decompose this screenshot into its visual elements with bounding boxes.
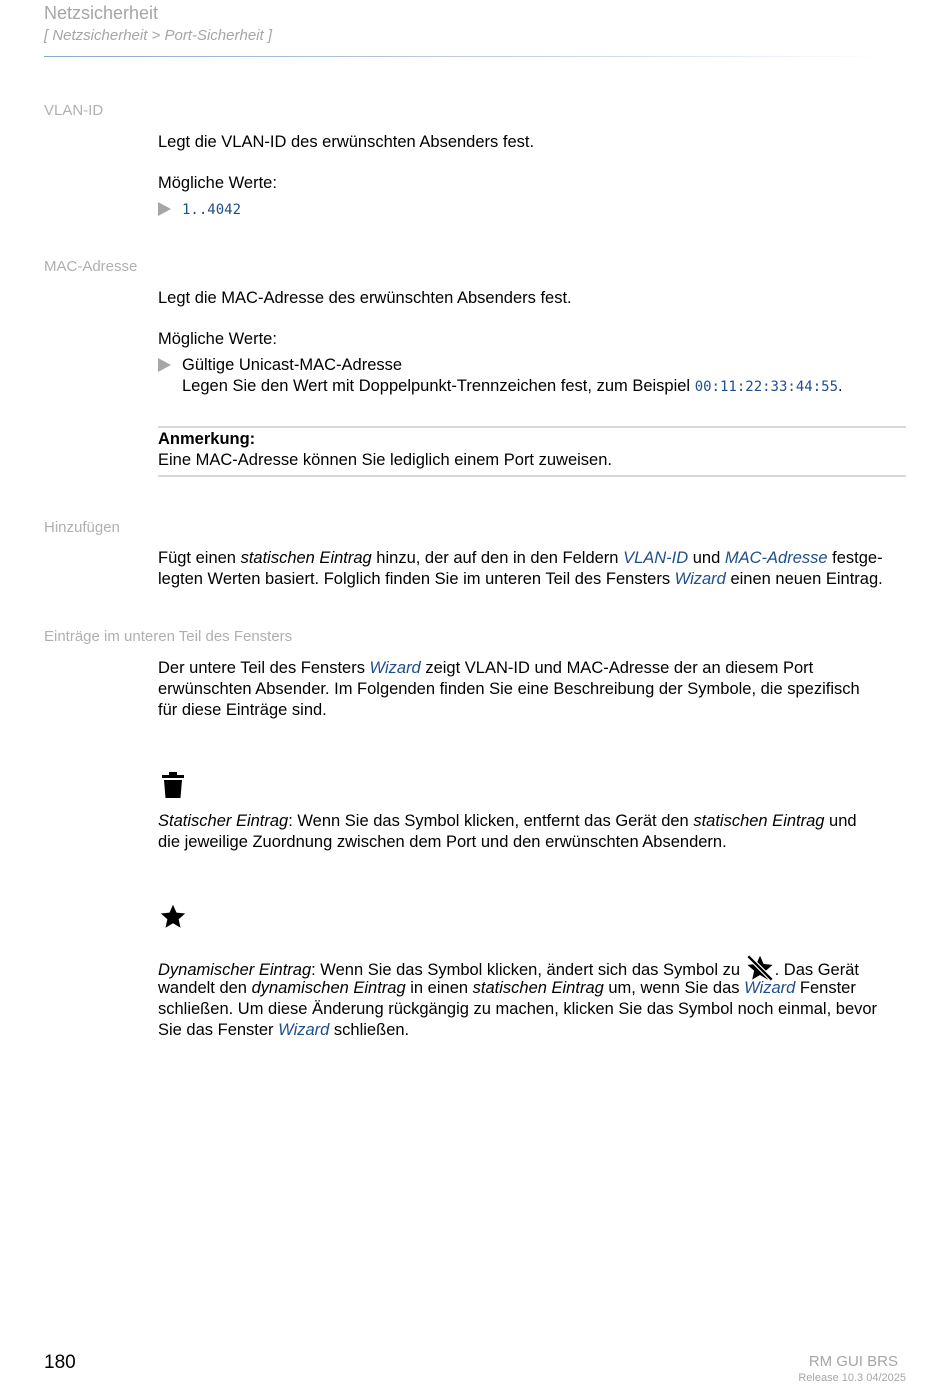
ref-wizard: Wizard bbox=[278, 1021, 330, 1039]
mac-values-heading: Mögliche Werte: bbox=[158, 330, 277, 348]
entries-line2: erwünschten Absender. Im Folgenden finden Sie eine Beschreibung der Symbole, die spezifisch bbox=[158, 680, 860, 698]
note-heading: Anmerkung: bbox=[158, 430, 256, 448]
dynamic-entry-line4 bbox=[158, 1020, 908, 1041]
text-run: in einen bbox=[405, 979, 473, 997]
page-number: 180 bbox=[44, 1352, 76, 1373]
em-static-entry: statischen Eintrag bbox=[693, 812, 825, 830]
text-run: schließen. bbox=[329, 1021, 410, 1039]
release-info: Release 10.3 04/2025 bbox=[798, 1372, 906, 1384]
header-divider bbox=[44, 56, 884, 57]
star-icon bbox=[159, 903, 187, 930]
mac-example-code: 00:11:22:33:44:55 bbox=[694, 379, 838, 395]
mac-value-title: Gültige Unicast-MAC-Adresse bbox=[182, 356, 403, 374]
bullet-arrow-icon bbox=[158, 358, 171, 372]
text-run: und bbox=[688, 549, 725, 567]
ref-wizard: Wizard bbox=[674, 570, 726, 588]
em-static-entry: statischen Eintrag bbox=[472, 979, 604, 997]
text-run: einen neuen Eintrag. bbox=[725, 570, 883, 588]
text-run: Fügt einen bbox=[158, 549, 241, 567]
entries-line1 bbox=[158, 658, 908, 679]
ref-wizard: Wizard bbox=[369, 659, 421, 677]
add-description-line1 bbox=[158, 548, 908, 569]
term-dynamic-entry: Dynamischer Eintrag bbox=[158, 961, 312, 979]
bullet-arrow-icon bbox=[158, 202, 171, 216]
page-header-title: Netzsicherheit bbox=[44, 3, 159, 23]
text-run: zeigt VLAN-ID und MAC-Adresse der an diesem Port bbox=[420, 659, 814, 677]
mac-example-end: . bbox=[838, 377, 843, 395]
static-entry-line1 bbox=[158, 811, 908, 832]
text-run: Fenster bbox=[795, 979, 856, 997]
note-bottom-divider bbox=[158, 475, 906, 477]
add-description-line2 bbox=[158, 569, 908, 590]
text-run: Sie das Fenster bbox=[158, 1021, 279, 1039]
dynamic-entry-line3: schließen. Um diese Änderung rückgängig zu machen, klicken Sie das Symbol noch einmal, bevor bbox=[158, 1000, 878, 1018]
em-dynamic-entry: dynamischen Eintrag bbox=[251, 979, 406, 997]
section-label-vlan-id: VLAN-ID bbox=[44, 102, 104, 119]
text-run: . Das Gerät bbox=[774, 961, 859, 979]
vlan-value-range bbox=[182, 199, 482, 221]
text-run: wandelt den bbox=[158, 979, 252, 997]
vlan-description: Legt die VLAN-ID des erwünschten Absenders fest. bbox=[158, 133, 535, 151]
vlan-range-code: 1..4042 bbox=[182, 202, 242, 218]
mac-value-description bbox=[182, 376, 908, 398]
text-run: und bbox=[824, 812, 857, 830]
text-run: hinzu, der auf den in den Feldern bbox=[371, 549, 624, 567]
mac-description: Legt die MAC-Adresse des erwünschten Absenders fest. bbox=[158, 289, 572, 307]
trash-icon bbox=[161, 772, 185, 799]
section-label-mac-address: MAC-Adresse bbox=[44, 258, 138, 275]
text-run: festge- bbox=[827, 549, 883, 567]
text-run: Der untere Teil des Fensters bbox=[158, 659, 370, 677]
section-label-add: Hinzufügen bbox=[44, 519, 120, 536]
ref-wizard: Wizard bbox=[744, 979, 796, 997]
breadcrumb: [ Netzsicherheit > Port-Sicherheit ] bbox=[44, 27, 273, 44]
text-run: um, wenn Sie das bbox=[603, 979, 745, 997]
text-run: legten Werten basiert. Folglich finden Sie im unteren Teil des Fensters bbox=[158, 570, 675, 588]
entries-line3: für diese Einträge sind. bbox=[158, 701, 327, 719]
em-static-entry: statischen Eintrag bbox=[240, 549, 372, 567]
note-text: Eine MAC-Adresse können Sie lediglich einem Port zuweisen. bbox=[158, 451, 612, 469]
document-name: RM GUI BRS bbox=[808, 1353, 898, 1370]
ref-vlan-id: VLAN-ID bbox=[623, 549, 689, 567]
mac-value-desc-text: Legen Sie den Wert mit Doppelpunkt-Trennzeichen fest, zum Beispiel bbox=[182, 377, 691, 395]
vlan-values-heading: Mögliche Werte: bbox=[158, 174, 277, 192]
note-top-divider bbox=[158, 426, 906, 428]
section-label-entries: Einträge im unteren Teil des Fensters bbox=[44, 628, 293, 645]
term-static-entry: Statischer Eintrag bbox=[158, 812, 289, 830]
ref-mac-address: MAC-Adresse bbox=[724, 549, 828, 567]
dynamic-entry-line2 bbox=[158, 978, 908, 999]
text-run: : Wenn Sie das Symbol klicken, entfernt das Gerät den bbox=[288, 812, 694, 830]
static-entry-line2: die jeweilige Zuordnung zwischen dem Port und den erwünschten Absendern. bbox=[158, 833, 727, 851]
text-run: : Wenn Sie das Symbol klicken, ändert sich das Symbol zu bbox=[311, 961, 745, 979]
